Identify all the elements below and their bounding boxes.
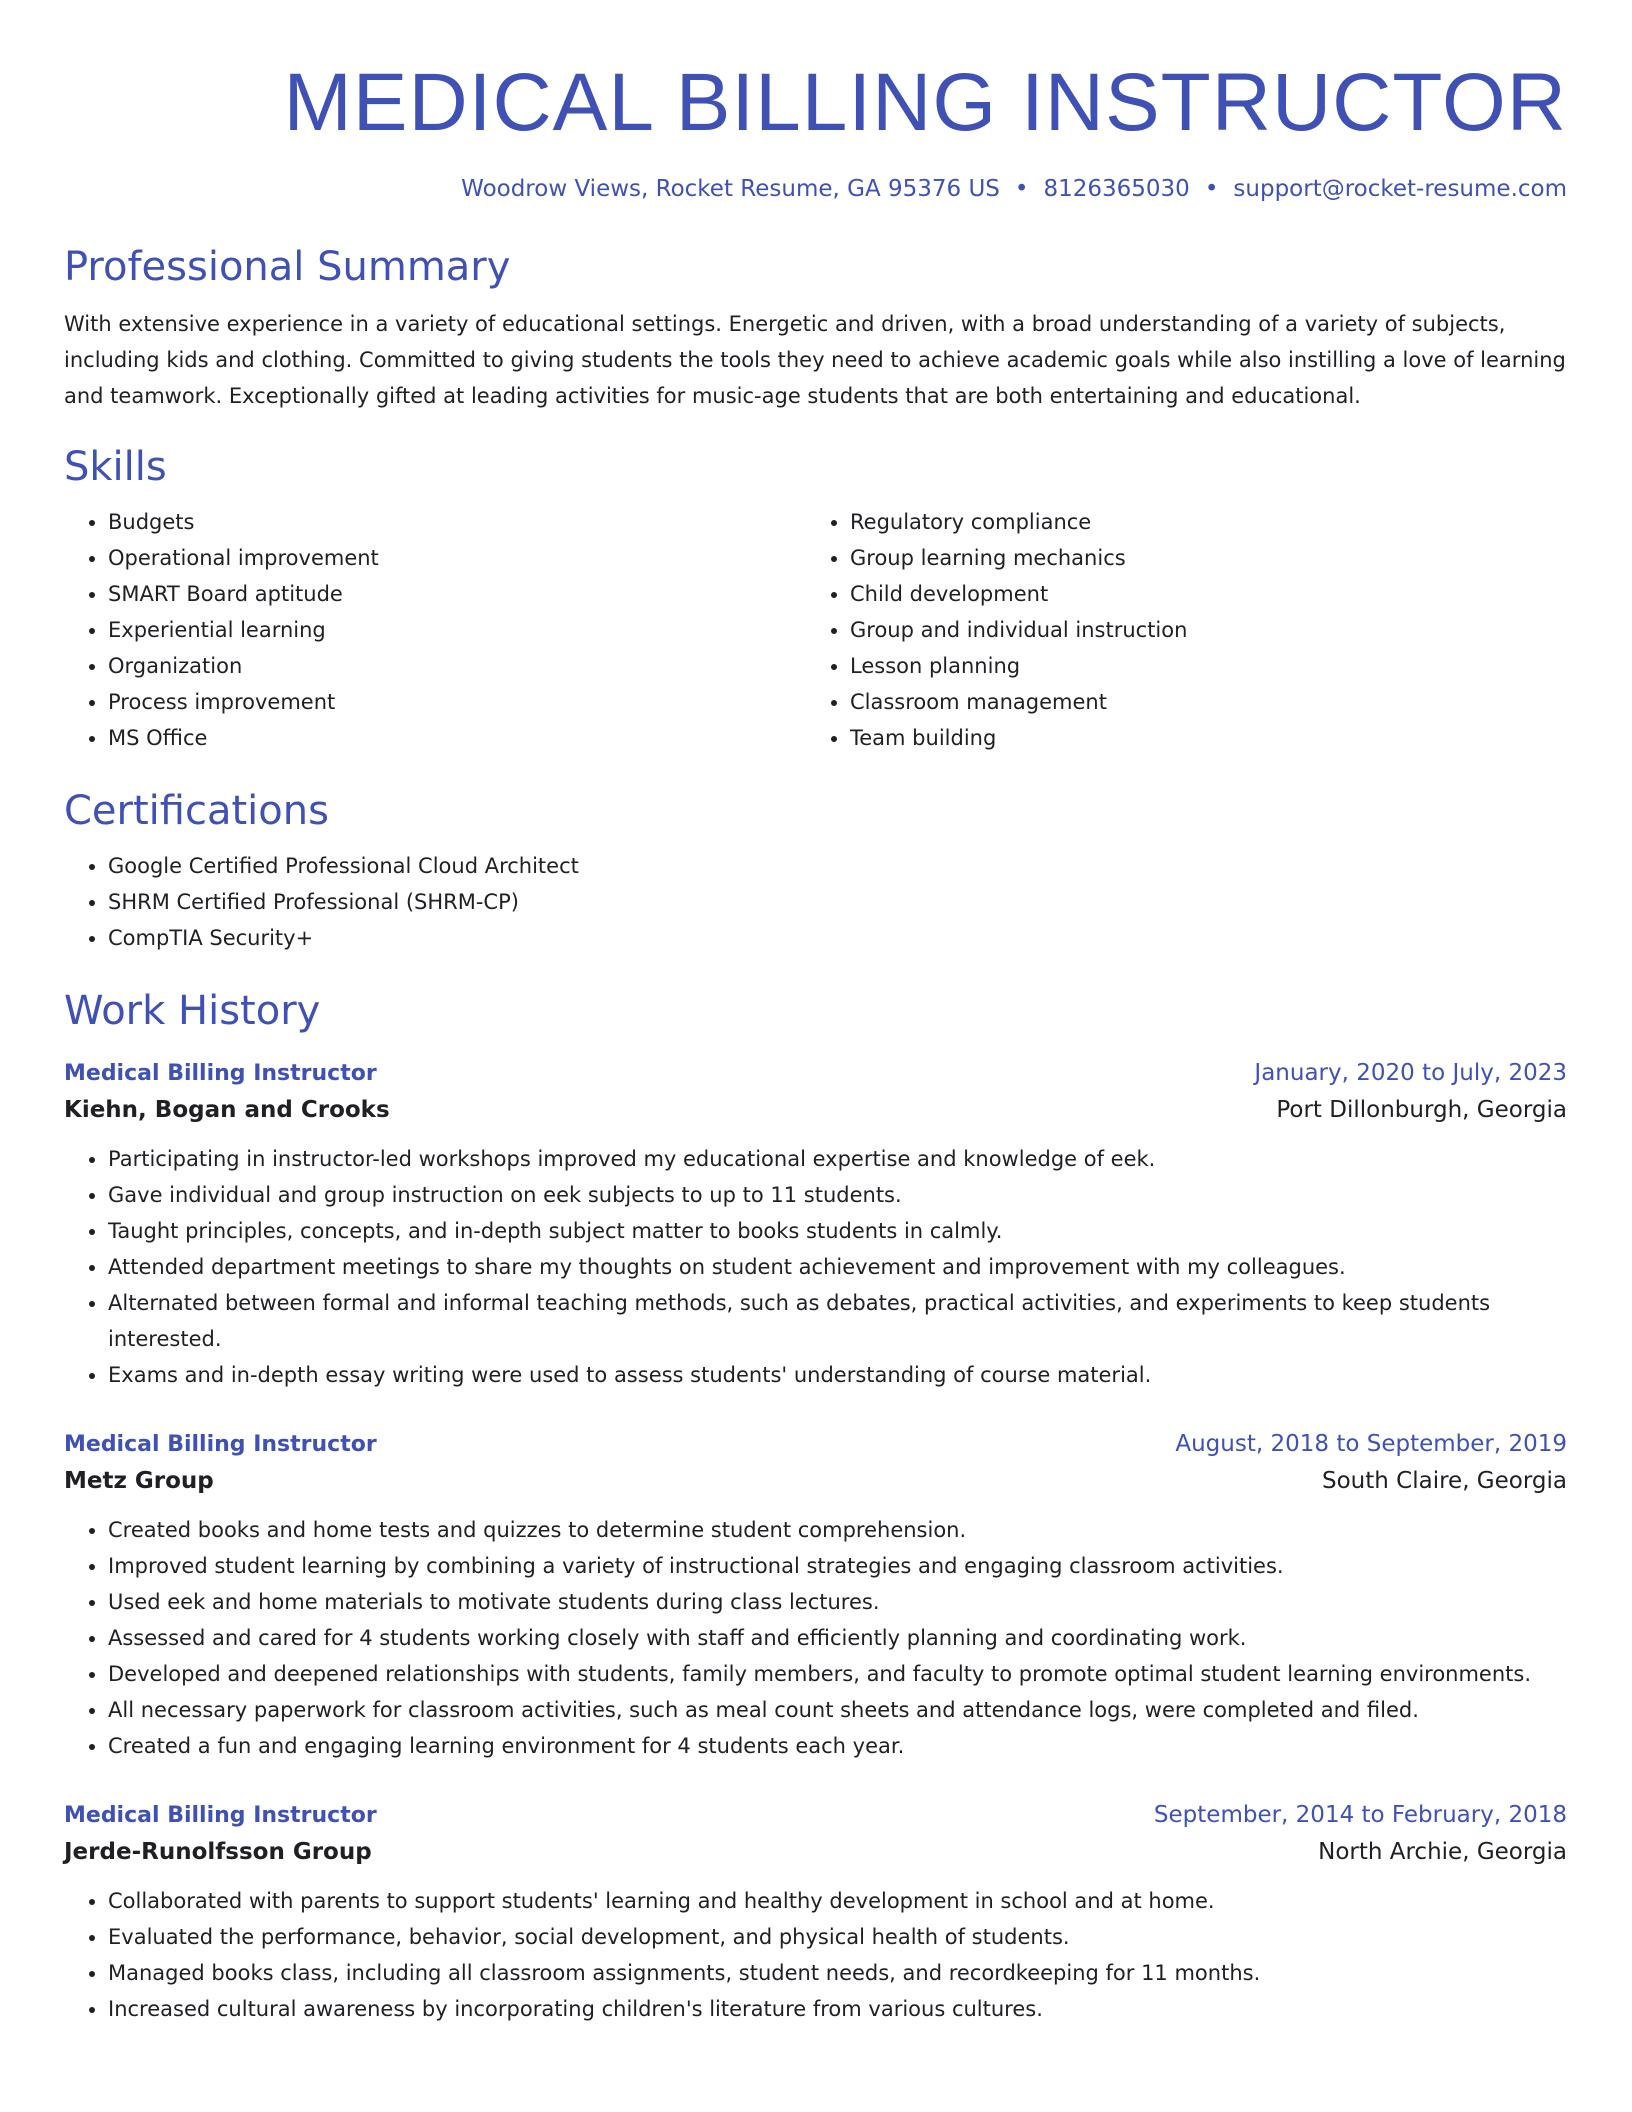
job-dates: August, 2018 to September, 2019	[1175, 1431, 1567, 1457]
contact-email: support@rocket-resume.com	[1233, 176, 1567, 202]
contact-address: Woodrow Views, Rocket Resume, GA 95376 US	[461, 176, 1000, 202]
job-bullet: • Attended department meetings to share my thoughts on student achievement and improvement with my colleagues.	[108, 1249, 1567, 1285]
job-bullet: • Exams and in-depth essay writing were used to assess students' understanding of course material.	[108, 1357, 1567, 1393]
job-bullet: • Gave individual and group instruction on eek subjects to up to 11 students.	[108, 1177, 1567, 1213]
work-history-heading: Work History	[64, 988, 321, 1034]
job-dates: January, 2020 to July, 2023	[1254, 1060, 1567, 1086]
contact-separator: •	[1204, 176, 1219, 202]
resume-page	[64, 0, 1567, 2027]
skill-item: • Classroom management	[850, 684, 1548, 720]
certification-item: • CompTIA Security+	[108, 920, 1567, 956]
job-entry	[64, 1427, 1567, 1764]
skill-item: • SMART Board aptitude	[108, 576, 806, 612]
skills-heading: Skills	[64, 444, 167, 490]
job-bullet: • All necessary paperwork for classroom activities, such as meal count sheets and attendance logs, were completed and filed.	[108, 1692, 1567, 1728]
job-bullet: • Created a fun and engaging learning environment for 4 students each year.	[108, 1728, 1567, 1764]
job-entry	[64, 1798, 1567, 2027]
skill-item: • Organization	[108, 648, 806, 684]
job-bullet: • Collaborated with parents to support students' learning and healthy development in school and at home.	[108, 1883, 1567, 1919]
job-header-row	[64, 1056, 1567, 1091]
summary-text: With extensive experience in a variety of educational settings. Energetic and driven, with a broad understanding of a variety of subjects, including kids and clothing. Committed to giving students the tools they need to achieve academic goals while also instilling a love of learning and teamwork. Exceptionally gifted at leading activities for music-age students that are both entertaining and educational.	[64, 312, 1566, 408]
job-bullet: • Improved student learning by combining a variety of instructional strategies and engaging classroom activities.	[108, 1548, 1567, 1584]
job-entry	[64, 1056, 1567, 1393]
skills-columns	[64, 504, 1567, 756]
job-location: Port Dillonburgh, Georgia	[1276, 1097, 1567, 1123]
skill-item: • Process improvement	[108, 684, 806, 720]
skill-item: • Operational improvement	[108, 540, 806, 576]
skill-item: • Budgets	[108, 504, 806, 540]
skill-item: • Child development	[850, 576, 1548, 612]
skill-item: • Team building	[850, 720, 1548, 756]
job-bullet: • Assessed and cared for 4 students working closely with staff and efficiently planning and coordinating work.	[108, 1620, 1567, 1656]
job-company: Jerde-Runolfsson Group	[64, 1839, 372, 1865]
contact-separator: •	[1014, 176, 1029, 202]
job-dates: September, 2014 to February, 2018	[1153, 1802, 1567, 1828]
job-bullets	[64, 1141, 1567, 1393]
job-header-row	[64, 1798, 1567, 1833]
job-bullet: • Created books and home tests and quizzes to determine student comprehension.	[108, 1512, 1567, 1548]
certifications-list	[64, 848, 1567, 956]
skills-list-left	[64, 504, 806, 756]
job-bullet: • Evaluated the performance, behavior, social development, and physical health of students.	[108, 1919, 1567, 1955]
contact-phone: 8126365030	[1043, 176, 1190, 202]
job-location: North Archie, Georgia	[1318, 1839, 1567, 1865]
skill-item: • Lesson planning	[850, 648, 1548, 684]
job-company-row	[64, 1833, 1567, 1871]
job-company: Kiehn, Bogan and Crooks	[64, 1097, 390, 1123]
job-title: Medical Billing Instructor	[64, 1061, 377, 1086]
job-title: Medical Billing Instructor	[64, 1803, 377, 1828]
job-bullet: • Participating in instructor-led workshops improved my educational expertise and knowledge of eek.	[108, 1141, 1567, 1177]
job-bullets	[64, 1883, 1567, 2027]
job-bullet: • Alternated between formal and informal teaching methods, such as debates, practical activities, and experiments to keep students interested.	[108, 1285, 1567, 1357]
skills-list-right	[806, 504, 1548, 756]
skill-item: • Group and individual instruction	[850, 612, 1548, 648]
skill-item: • Group learning mechanics	[850, 540, 1548, 576]
skill-item: • Experiential learning	[108, 612, 806, 648]
summary-heading: Professional Summary	[64, 244, 511, 290]
certification-item: • SHRM Certified Professional (SHRM-CP)	[108, 884, 1567, 920]
job-company-row	[64, 1462, 1567, 1500]
skill-item: • MS Office	[108, 720, 806, 756]
job-bullet: • Increased cultural awareness by incorporating children's literature from various cultures.	[108, 1991, 1567, 2027]
contact-line	[64, 174, 1567, 204]
job-bullet: • Used eek and home materials to motivate students during class lectures.	[108, 1584, 1567, 1620]
job-company: Metz Group	[64, 1468, 214, 1494]
job-location: South Claire, Georgia	[1322, 1468, 1567, 1494]
resume-name: MEDICAL BILLING INSTRUCTOR	[283, 57, 1567, 148]
job-header-row	[64, 1427, 1567, 1462]
job-company-row	[64, 1091, 1567, 1129]
certifications-heading: Certifications	[64, 788, 329, 834]
job-bullets	[64, 1512, 1567, 1764]
certification-item: • Google Certified Professional Cloud Architect	[108, 848, 1567, 884]
job-bullet: • Managed books class, including all classroom assignments, student needs, and recordkeeping for 11 months.	[108, 1955, 1567, 1991]
skill-item: • Regulatory compliance	[850, 504, 1548, 540]
job-title: Medical Billing Instructor	[64, 1432, 377, 1457]
job-bullet: • Taught principles, concepts, and in-depth subject matter to books students in calmly.	[108, 1213, 1567, 1249]
job-bullet: • Developed and deepened relationships with students, family members, and faculty to promote optimal student learning environments.	[108, 1656, 1567, 1692]
